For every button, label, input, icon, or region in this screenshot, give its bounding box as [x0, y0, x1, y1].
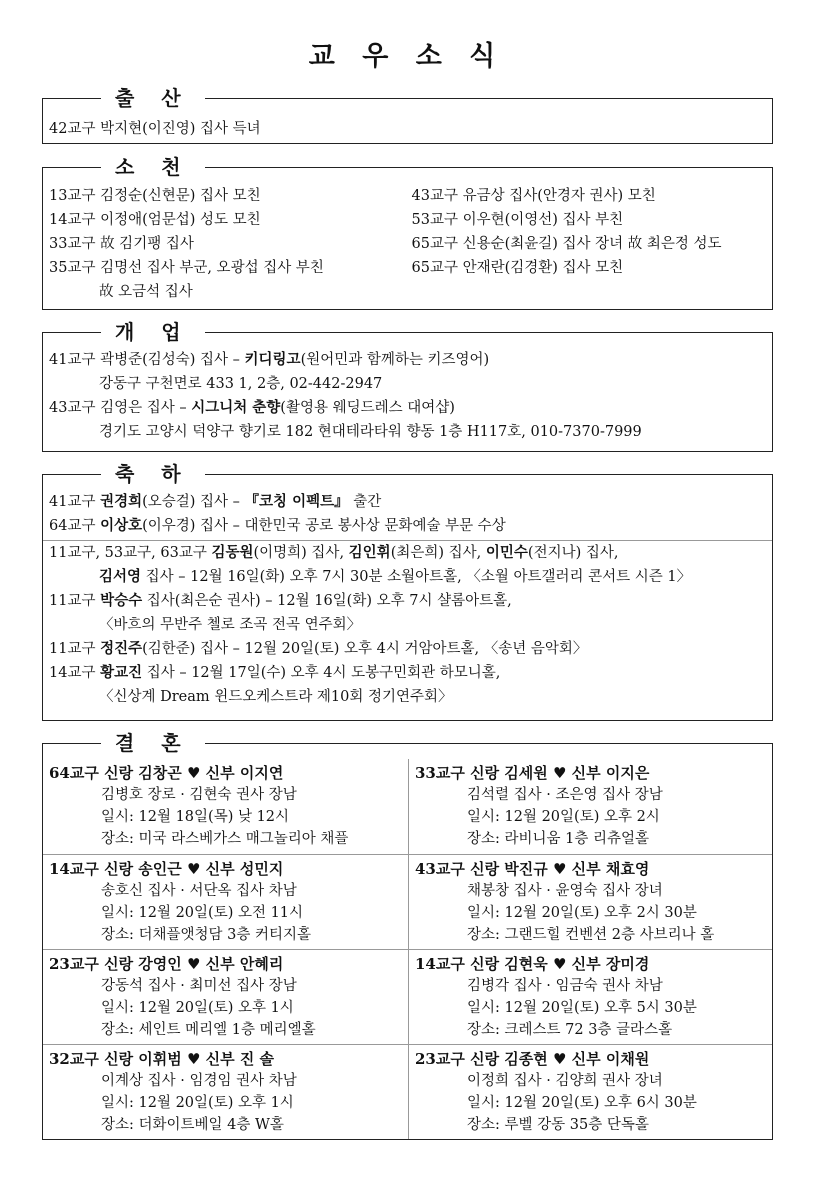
congrats-entry: 64교구 이상호(이우경) 집사 – 대한민국 공로 봉사상 문화예술 부문 수상 — [49, 517, 506, 534]
wedding-place: 장소: 크레스트 72 3층 글라스홀 — [467, 1022, 673, 1038]
birth-item: 42교구 박지현(이진영) 집사 득녀 — [49, 121, 261, 137]
congrats-section — [42, 462, 773, 721]
wedding-parents: 채봉창 집사 · 윤영숙 집사 장녀 — [467, 883, 663, 899]
opening-address: 경기도 고양시 덕양구 향기로 182 현대테라타워 향동 1층 H117호, 010-7370-7999 — [99, 424, 642, 440]
birth-section — [42, 86, 773, 144]
wedding-place: 장소: 그랜드힐 컨벤션 2층 사브리나 홀 — [467, 927, 715, 943]
wedding-date: 일시: 12월 20일(토) 오후 1시 — [101, 1095, 294, 1111]
wedding-date: 일시: 12월 20일(토) 오후 5시 30분 — [467, 1000, 697, 1016]
opening-section — [42, 320, 773, 452]
wedding-place: 장소: 라비니움 1층 리츄얼홀 — [467, 831, 650, 847]
wedding-parents: 송호신 집사 · 서단옥 집사 차남 — [101, 883, 297, 899]
wedding-couple: 23교구 신랑 김종현 ♥ 신부 이채원 — [415, 1050, 650, 1068]
wedding-couple: 14교구 신랑 김현욱 ♥ 신부 장미경 — [415, 955, 650, 973]
wedding-card — [408, 759, 772, 854]
wedding-card — [408, 949, 772, 1044]
congrats-heading: 축 하 — [101, 462, 205, 486]
page-title: 교 우 소 식 — [308, 41, 505, 72]
wedding-parents: 김석렬 집사 · 조은영 집사 장남 — [467, 787, 663, 803]
wedding-place: 장소: 더화이트베일 4층 W홀 — [101, 1117, 284, 1133]
wedding-date: 일시: 12월 20일(토) 오후 1시 — [101, 1000, 294, 1016]
wedding-date: 일시: 12월 20일(토) 오전 11시 — [101, 905, 304, 921]
opening-entry: 43교구 김영은 집사 – 시그니처 춘향(촬영용 웨딩드레스 대여샵) — [49, 399, 455, 416]
congrats-entry: 11교구 박승수 집사(최은순 권사) – 12월 16일(화) 오후 7시 샬롬아트홀, — [49, 592, 512, 609]
wedding-parents: 강동석 집사 · 최미선 집사 장남 — [101, 978, 297, 994]
wedding-card — [43, 949, 408, 1044]
funeral-heading: 소 천 — [101, 155, 205, 179]
wedding-date: 일시: 12월 20일(토) 오후 6시 30분 — [467, 1095, 697, 1111]
wedding-place: 장소: 미국 라스베가스 매그놀리아 채플 — [101, 831, 349, 847]
congrats-entry-continued: 〈바흐의 무반주 첼로 조곡 전곡 연주회〉 — [99, 617, 362, 633]
wedding-date: 일시: 12월 20일(토) 오후 2시 — [467, 809, 660, 825]
wedding-couple: 64교구 신랑 김창곤 ♥ 신부 이지연 — [49, 764, 284, 782]
opening-heading: 개 업 — [101, 320, 205, 344]
business-name: 시그니처 춘향 — [191, 399, 281, 416]
congrats-entry: 11교구 정진주(김한준) 집사 – 12월 20일(토) 오후 4시 거암아트홀, 〈송년 음악회〉 — [49, 640, 588, 657]
wedding-card — [43, 854, 408, 949]
wedding-couple: 43교구 신랑 박진규 ♥ 신부 채효영 — [415, 860, 650, 878]
congrats-entry-continued: 김서영 집사 – 12월 16일(화) 오후 7시 30분 소월아트홀, 〈소월 아트갤러리 콘서트 시즌 1〉 — [99, 568, 692, 585]
wedding-couple: 33교구 신랑 김세원 ♥ 신부 이지은 — [415, 764, 650, 782]
wedding-heading: 결 혼 — [101, 731, 205, 755]
funeral-item: 43교구 유금상 집사(안경자 권사) 모친 — [411, 188, 656, 204]
birth-heading: 출 산 — [101, 86, 205, 110]
wedding-card — [43, 759, 408, 854]
business-name: 키디링고 — [244, 351, 301, 368]
funeral-item: 53교구 이우현(이영선) 집사 부친 — [411, 212, 624, 228]
wedding-place: 장소: 루벨 강동 35층 단독홀 — [467, 1117, 649, 1133]
funeral-item-continued: 故 오금석 집사 — [99, 284, 193, 300]
opening-entry: 41교구 곽병준(김성숙) 집사 – 키디링고(원어민과 함께하는 키즈영어) — [49, 351, 490, 368]
funeral-item: 65교구 신용순(최윤길) 집사 장녀 故 최은정 성도 — [411, 236, 722, 252]
wedding-date: 일시: 12월 20일(토) 오후 2시 30분 — [467, 905, 697, 921]
wedding-couple: 32교구 신랑 이휘범 ♥ 신부 진 솔 — [49, 1050, 275, 1068]
wedding-card — [43, 1044, 408, 1139]
wedding-parents: 김병각 집사 · 임금숙 권사 차남 — [467, 978, 663, 994]
wedding-card — [408, 854, 772, 949]
wedding-parents: 이정희 집사 · 김양희 권사 장녀 — [467, 1073, 663, 1089]
wedding-section — [42, 731, 773, 1140]
wedding-couple: 14교구 신랑 송인근 ♥ 신부 성민지 — [49, 860, 284, 878]
funeral-item: 65교구 안재란(김경환) 집사 모친 — [411, 260, 624, 276]
funeral-section — [42, 155, 773, 310]
congrats-entry: 11교구, 53교구, 63교구 김동원(이명희) 집사, 김인휘(최은희) 집사, 이민수(전지나) 집사, — [49, 544, 619, 561]
funeral-item: 35교구 김명선 집사 부군, 오광섭 집사 부친 — [49, 260, 324, 276]
wedding-parents: 이계상 집사 · 임경임 권사 차남 — [101, 1073, 297, 1089]
funeral-item: 13교구 김정순(신현문) 집사 모친 — [49, 188, 261, 204]
opening-address: 강동구 구천면로 433 1, 2층, 02-442-2947 — [99, 376, 383, 392]
wedding-parents: 김병호 장로 · 김현숙 권사 장남 — [101, 787, 297, 803]
congrats-entry: 41교구 권경희(오승걸) 집사 – 『코칭 이펙트』 출간 — [49, 493, 382, 510]
congrats-entry-continued: 〈신상계 Dream 윈드오케스트라 제10회 정기연주회〉 — [99, 689, 453, 705]
funeral-item: 33교구 故 김기팽 집사 — [49, 236, 194, 252]
wedding-couple: 23교구 신랑 강영인 ♥ 신부 안혜리 — [49, 955, 284, 973]
wedding-date: 일시: 12월 18일(목) 낮 12시 — [101, 809, 290, 825]
congrats-entry: 14교구 황교진 집사 – 12월 17일(수) 오후 4시 도봉구민회관 하모니홀, — [49, 664, 501, 681]
funeral-item: 14교구 이정애(엄문섭) 성도 모친 — [49, 212, 261, 228]
wedding-place: 장소: 더채플앳청담 3층 커티지홀 — [101, 927, 312, 943]
wedding-card — [408, 1044, 772, 1139]
wedding-place: 장소: 세인트 메리엘 1층 메리엘홀 — [101, 1022, 316, 1038]
